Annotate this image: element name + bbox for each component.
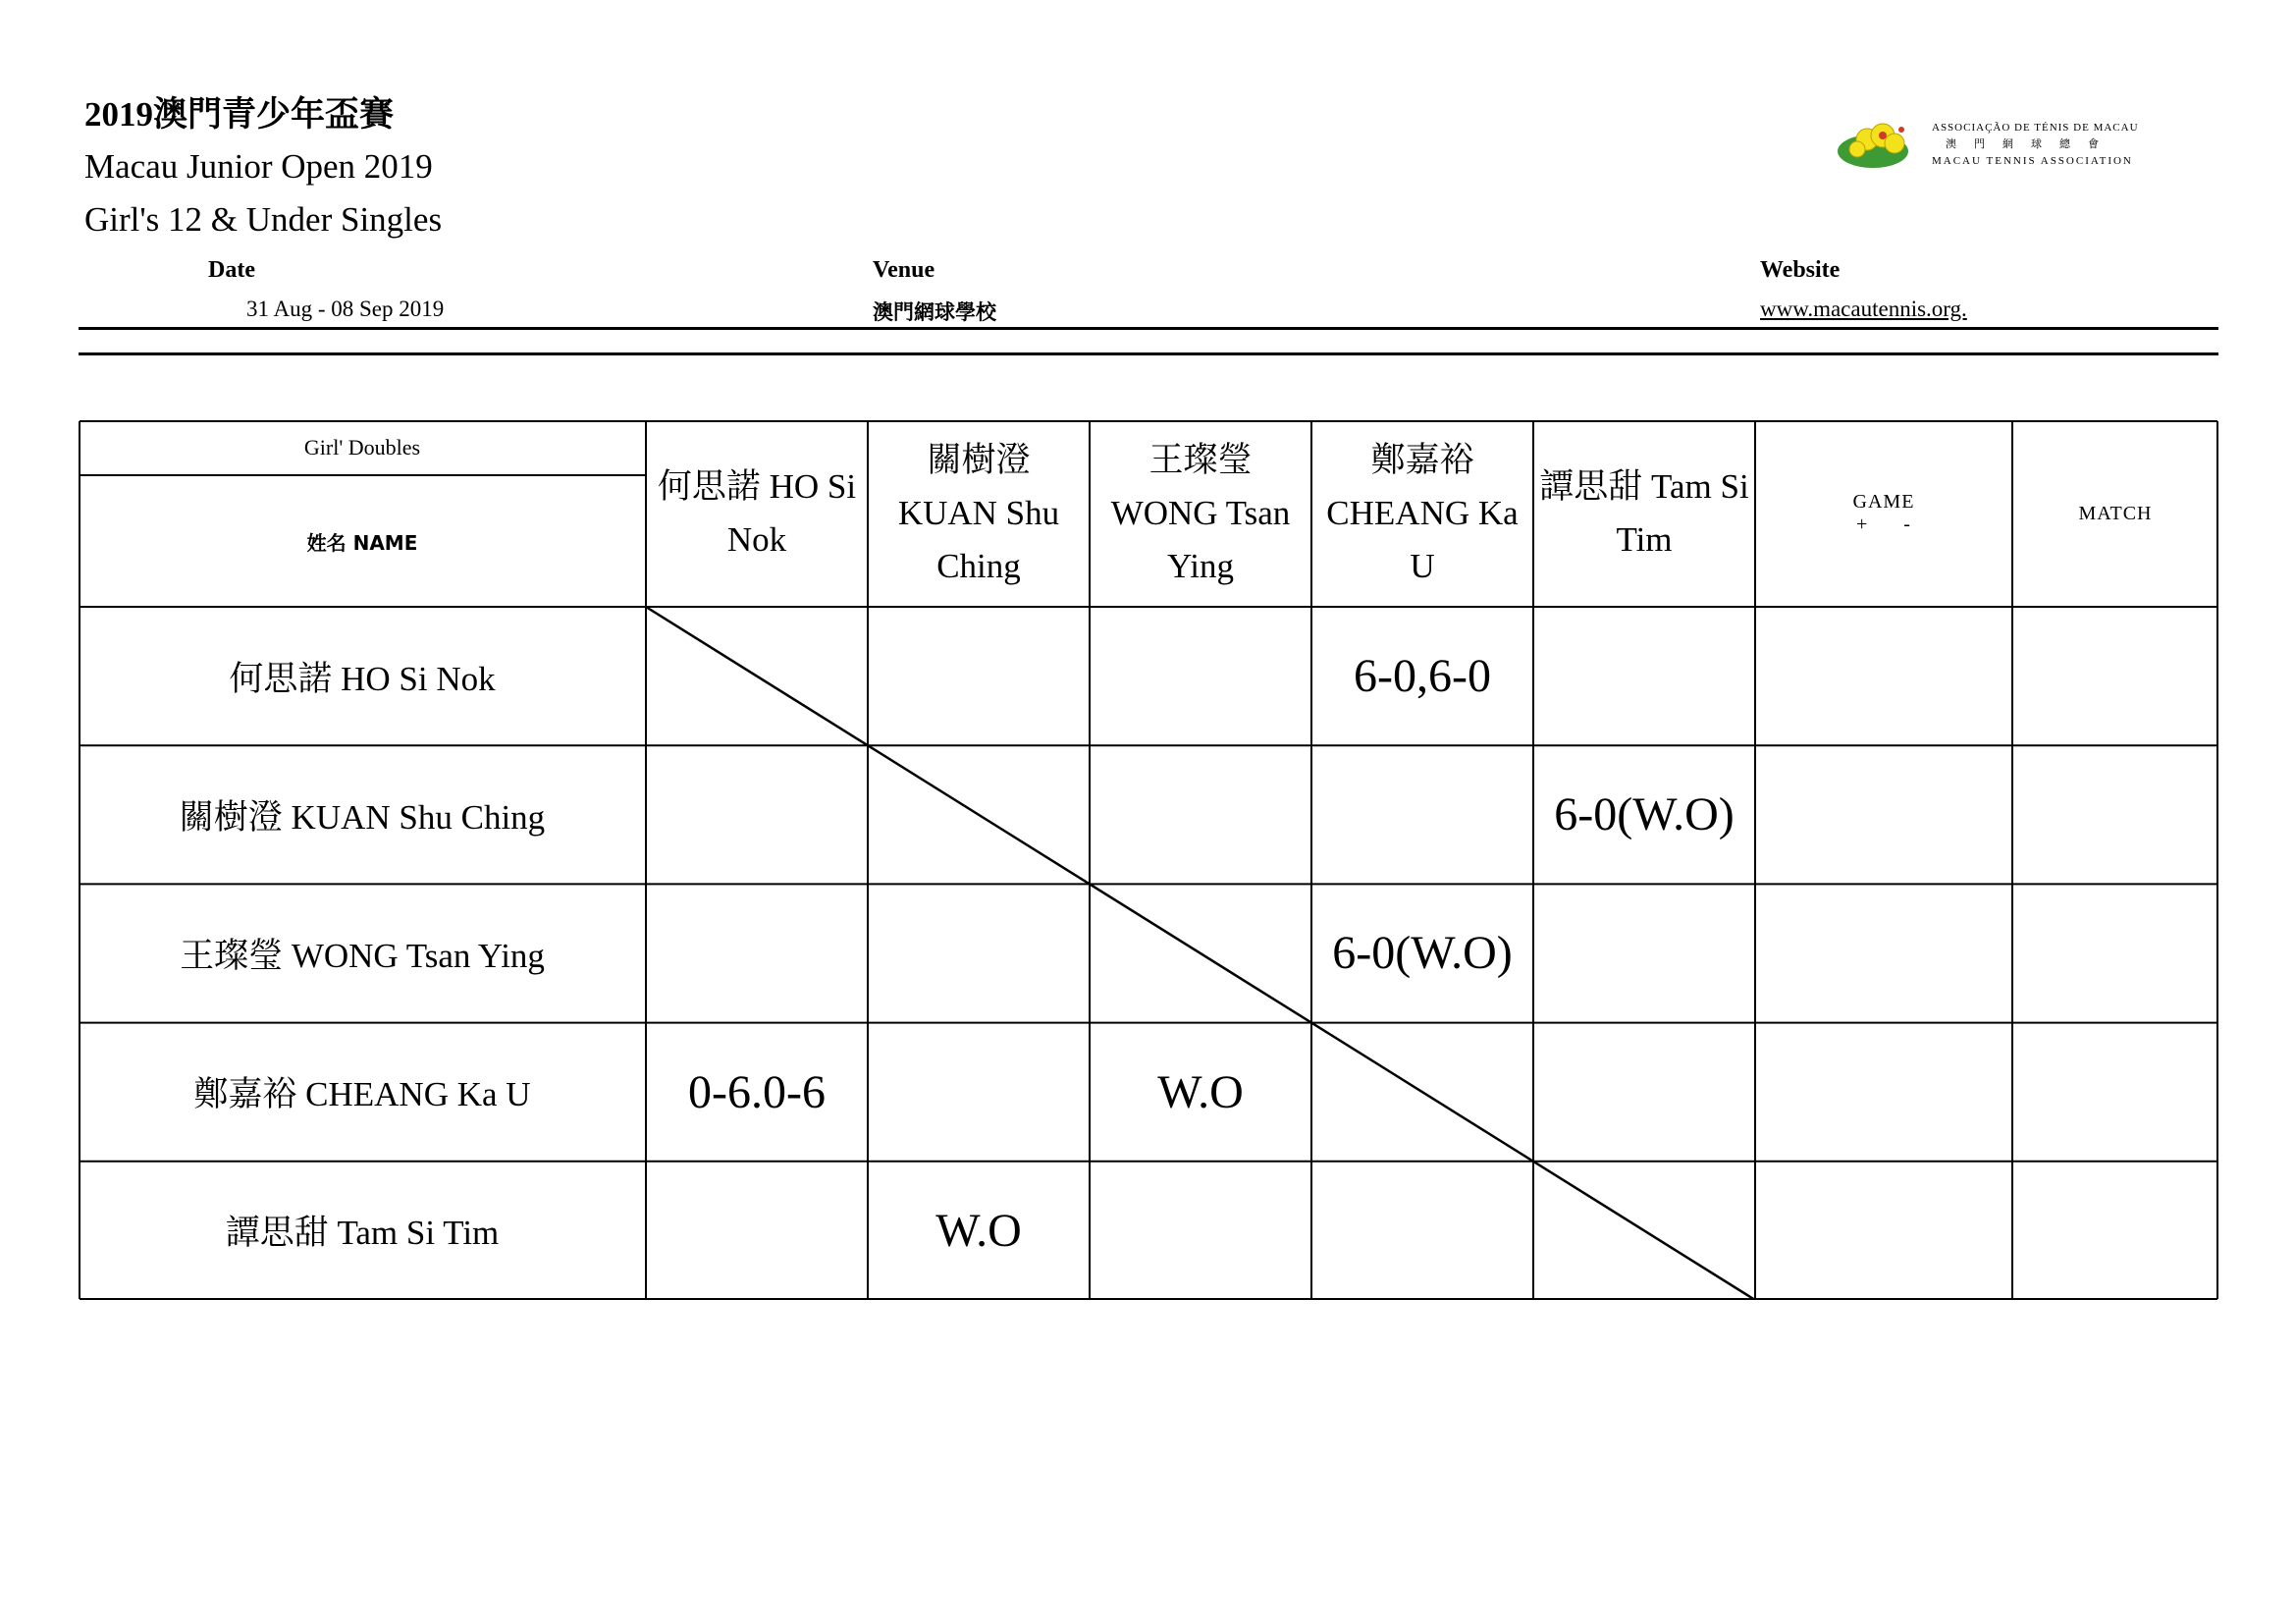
opponent-column-header: 譚思甜 Tam Si Tim	[1539, 467, 1749, 559]
match-score: 6-0,6-0	[1354, 650, 1491, 703]
match-score: 0-6.0-6	[688, 1065, 826, 1118]
match-column-header: MATCH	[2078, 502, 2153, 524]
game-column-header	[1755, 420, 2012, 607]
game-label: GAME	[1852, 491, 1915, 513]
player-row-name: 關樹澄 KUAN Shu Ching	[179, 797, 546, 837]
tournament-title-en: Macau Junior Open 2019	[84, 147, 433, 186]
match-score: 6-0(W.O)	[1554, 788, 1735, 841]
logo-text-zh: 澳門網球總會	[1946, 138, 2116, 150]
website-link[interactable]: www.macautennis.org.	[1760, 297, 1967, 321]
association-logo	[1834, 116, 2177, 173]
website-label: Website	[1760, 257, 1841, 283]
tournament-title-zh: 2019澳門青少年盃賽	[84, 95, 395, 134]
event-title: Girl's 12 & Under Singles	[84, 200, 443, 239]
self-match-diagonal	[646, 607, 1755, 1300]
opponent-column-header: 關樹澄 KUAN Shu Ching	[897, 441, 1060, 585]
player-row-name: 譚思甜 Tam Si Tim	[225, 1214, 500, 1253]
venue-value: 澳門網球學校	[873, 300, 996, 324]
match-score: W.O	[1157, 1065, 1244, 1118]
corner-title: Girl' Doubles	[303, 435, 421, 460]
player-row-name: 鄭嘉裕 CHEANG Ka U	[193, 1075, 531, 1114]
date-value: 31 Aug - 08 Sep 2019	[246, 297, 445, 321]
header-divider-top	[79, 327, 2218, 330]
opponent-column-header: 何思諾 HO Si Nok	[657, 467, 857, 559]
flower-emblem-icon	[1834, 116, 1922, 173]
opponent-column-header: 王璨瑩 WONG Tsan Ying	[1110, 441, 1291, 585]
logo-text-pt: ASSOCIAÇÃO DE TÉNIS DE MACAU	[1932, 122, 2139, 134]
player-row-name: 何思諾 HO Si Nok	[229, 659, 496, 698]
logo-text-en: MACAU TENNIS ASSOCIATION	[1932, 155, 2133, 167]
player-row-name: 王璨瑩 WONG Tsan Ying	[180, 936, 545, 975]
match-score: 6-0(W.O)	[1332, 927, 1513, 980]
header-divider-bottom	[79, 352, 2218, 355]
name-column-header: 姓名 NAME	[306, 530, 418, 555]
venue-label: Venue	[873, 257, 935, 283]
game-plus-minus-label: + -	[1856, 514, 1911, 535]
opponent-column-header: 鄭嘉裕 CHEANG Ka U	[1326, 441, 1519, 585]
match-score: W.O	[935, 1204, 1022, 1257]
date-label: Date	[208, 257, 255, 283]
round-robin-table	[79, 420, 2218, 1300]
